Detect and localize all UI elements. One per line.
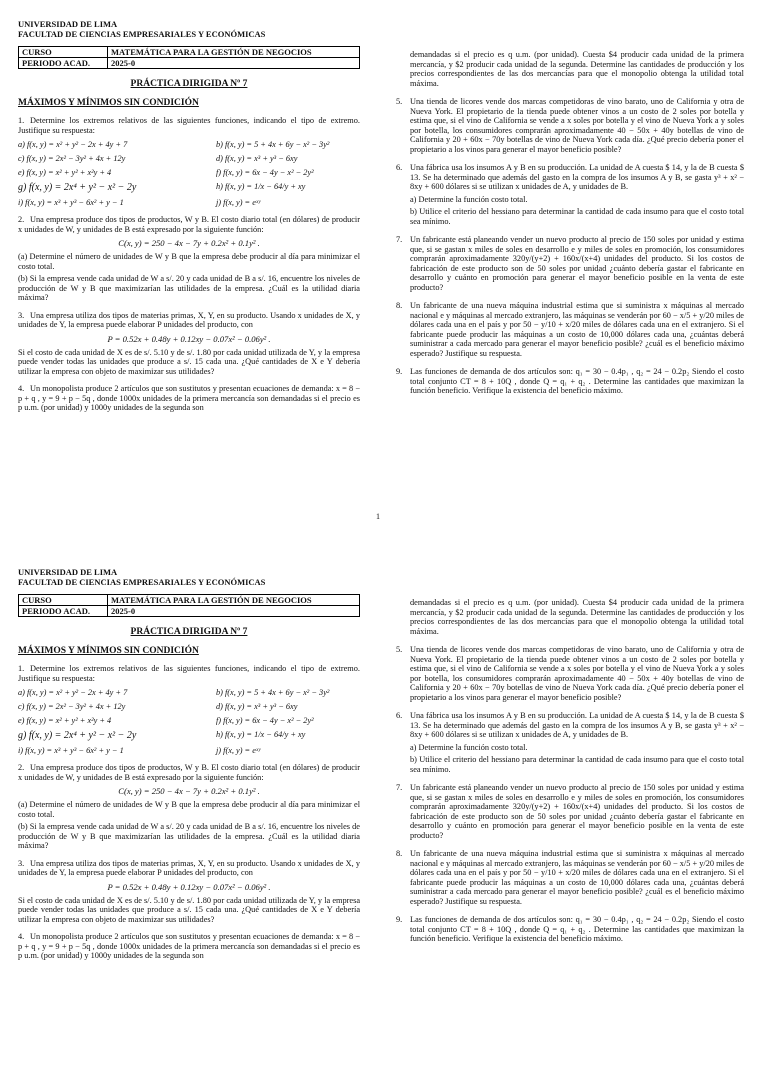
question-text: Determine los extremos relativos de las siguientes funciones, indicando el tipo de extremo. Justifique su respuesta: xyxy=(18,664,360,683)
period-value: 2025-0 xyxy=(108,58,360,69)
function-item: e) f(x, y) = x² + y² + x²y + 4 xyxy=(18,168,112,177)
question-6 xyxy=(396,163,744,192)
header-block xyxy=(18,568,360,587)
question-8 xyxy=(396,301,744,358)
subquestion: (a) Determine el número de unidades de W y B que la empresa debe producir al día para minimizar el costo total. xyxy=(18,252,360,271)
question-text: Determine los extremos relativos de las siguientes funciones, indicando el tipo de extremo. Justifique su respuesta: xyxy=(18,116,360,135)
function-item: g) f(x, y) = 2x⁴ + y² − x² − 2y xyxy=(18,730,137,741)
question-4 xyxy=(18,932,360,961)
course-label: CURSO xyxy=(19,47,108,58)
question-text: Una fábrica usa los insumos A y B en su producción. La unidad de A cuesta $ 14, y la de B cuesta $ 13. Se ha determinado que además del gasto en la compra de los insumos A y B, se gasta y³ + x² − 8xy + 600 dólares si se utilizan x unidades de A, y unidades de B. xyxy=(410,163,744,191)
function-item: d) f(x, y) = x³ + y³ − 6xy xyxy=(216,702,298,711)
question-number: 6. xyxy=(396,163,403,172)
function-item: b) f(x, y) = 5 + 4x + 6y − x² − 3y² xyxy=(216,140,330,149)
question-text: Un monopolista produce 2 artículos que son sustitutos y presentan ecuaciones de demanda: x = 8 − p + q , y = 9 + p − 5q , donde 1000x unidades de la primera mercancía son demandadas si el precio es p u.m. (por unidad) y 1000y unidades de la segunda son xyxy=(18,932,360,960)
page-sheet-2 xyxy=(0,548,768,1068)
course-table xyxy=(18,46,360,69)
function-item: e) f(x, y) = x² + y² + x²y + 4 xyxy=(18,716,112,725)
subquestion: b) Utilice el criterio del hessiano para determinar la cantidad de cada insumo para que el costo total sea mínimo. xyxy=(410,207,744,226)
question-number: 5. xyxy=(396,97,403,106)
section-title: MÁXIMOS Y MÍNIMOS SIN CONDICIÓN xyxy=(18,646,199,656)
question-5 xyxy=(396,97,744,154)
equation: C(x, y) = 250 − 4x − 7y + 0.2x² + 0.1y² . xyxy=(118,786,260,796)
function-item: b) f(x, y) = 5 + 4x + 6y − x² − 3y² xyxy=(216,688,330,697)
function-item: a) f(x, y) = x² + y² − 2x + 4y + 7 xyxy=(18,140,128,149)
question-number: 1. xyxy=(18,664,25,673)
question-text: Un fabricante de una nueva máquina industrial estima que si suministra x máquinas al mercado nacional e y máquinas al mercado extranjero, las máquinas se venderán por 60 − x/5 + y/20 miles de dólares cada una en el país y por 50 − y/10 + x/20 miles de dólares cada una en el extranjero. Si el fabricante puede producir las máquinas a un costo de 10,000 dólares cada una, ¿cuántas deberá suministrar a cada mercado para generar el mayor beneficio posible? ¿cuál es el beneficio máximo esperado? Justifique su respuesta. xyxy=(410,849,744,906)
function-item: f) f(x, y) = 6x − 4y − x² − 2y² xyxy=(216,716,314,725)
question-number: 4. xyxy=(18,932,25,941)
question-text: Una tienda de licores vende dos marcas competidoras de vino barato, uno de California y otra de Nueva York. El propietario de la tienda puede obtener vinos a un costo de 2 soles por botella y estima que, si el vino de California se vende a x soles por botella y el vino de Nueva York a y soles por botella, los consumidores comprarán aproximadamente 40 − 50x + 40y botellas de vino de California y 20 + 60x − 70y botellas de vino de Nueva York cada día. ¿Qué precio debería poner el propietario a los vinos para generar el mayor beneficio posible? xyxy=(410,645,744,702)
function-item: h) f(x, y) = 1/x − 64/y + xy xyxy=(216,730,306,739)
question-3 xyxy=(18,859,360,878)
course-table xyxy=(18,594,360,617)
question-7 xyxy=(396,235,744,292)
function-item: j) f(x, y) = eˣʸ xyxy=(216,198,261,207)
subquestion: (b) Si la empresa vende cada unidad de W a s/. 20 y cada unidad de B a s/. 16, encuentre los niveles de producción de W y B que maximizarían las utilidades de la empresa. ¿Cuál es la utilidad diaria máxima? xyxy=(18,274,360,302)
function-item: g) f(x, y) = 2x⁴ + y² − x² − 2y xyxy=(18,182,137,193)
question-text: Las funciones de demanda de dos artículos son: q₁ = 30 − 0.4p₁ , q₂ = 24 − 0.2p₂ Siendo el costo total conjunto CT = 8 + 10Q , donde Q = q₁ + q₂ . Determine las cantidades que maximizan la función beneficio. Verifique la existencia del beneficio máximo. xyxy=(410,367,744,395)
left-column xyxy=(18,548,360,961)
question-number: 2. xyxy=(18,215,25,224)
question-text: Una empresa utiliza dos tipos de materias primas, X, Y, en su producto. Usando x unidades de X, y unidades de Y, la empresa puede elaborar P unidades del producto, con xyxy=(18,310,360,329)
faculty-name: FACULTAD DE CIENCIAS EMPRESARIALES Y ECONÓMICAS xyxy=(18,576,266,587)
subquestion: a) Determine la función costo total. xyxy=(410,742,528,752)
question-number: 6. xyxy=(396,711,403,720)
question-number: 5. xyxy=(396,645,403,654)
question-3 xyxy=(18,311,360,330)
question-2 xyxy=(18,763,360,782)
function-item: a) f(x, y) = x² + y² − 2x + 4y + 7 xyxy=(18,688,128,697)
course-value: MATEMÁTICA PARA LA GESTIÓN DE NEGOCIOS xyxy=(108,47,360,58)
function-item: f) f(x, y) = 6x − 4y − x² − 2y² xyxy=(216,168,314,177)
subquestion: (a) Determine el número de unidades de W y B que la empresa debe producir al día para minimizar el costo total. xyxy=(18,800,360,819)
question-text: Las funciones de demanda de dos artículos son: q₁ = 30 − 0.4p₁ , q₂ = 24 − 0.2p₂ Siendo el costo total conjunto CT = 8 + 10Q , donde Q = q₁ + q₂ . Determine las cantidades que maximizan la función beneficio. Verifique la existencia del beneficio máximo. xyxy=(410,915,744,943)
question-text: Una tienda de licores vende dos marcas competidoras de vino barato, uno de California y otra de Nueva York. El propietario de la tienda puede obtener vinos a un costo de 2 soles por botella y estima que, si el vino de California se vende a x soles por botella y el vino de Nueva York a y soles por botella, los consumidores comprarán aproximadamente 40 − 50x + 40y botellas de vino de California y 20 + 60x − 70y botellas de vino de Nueva York cada día. ¿Qué precio debería poner el propietario a los vinos para generar el mayor beneficio posible? xyxy=(410,97,744,154)
question-number: 7. xyxy=(396,235,403,244)
question-1 xyxy=(18,664,360,683)
equation: C(x, y) = 250 − 4x − 7y + 0.2x² + 0.1y² . xyxy=(118,238,260,248)
equation: P = 0.52x + 0.48y + 0.12xy − 0.07x² − 0.06y² . xyxy=(107,333,271,344)
function-item: d) f(x, y) = x³ + y³ − 6xy xyxy=(216,154,298,163)
equation: P = 0.52x + 0.48y + 0.12xy − 0.07x² − 0.06y² . xyxy=(107,881,271,892)
question-2 xyxy=(18,215,360,234)
question-text: Si el costo de cada unidad de X es de s/. 5.10 y de s/. 1.80 por cada unidad utilizada de Y, y la empresa puede vender todas las unidades que produce a s/. 15 cada una. ¿Qué cantidades de X e Y debería utilizar la empresa con objeto de maximizar sus utilidades? xyxy=(18,895,360,924)
question-4-continued: demandadas si el precio es q u.m. (por unidad). Cuesta $4 producir cada unidad de la primera mercancía, y $2 producir cada unidad de la segunda. Determine las cantidades de producción y los precios correspondientes de las dos mercancías para que el monopolio obtenga la utilidad total máxima. xyxy=(410,50,744,88)
university-name: UNIVERSIDAD DE LIMA xyxy=(18,567,118,577)
question-number: 9. xyxy=(396,367,403,376)
question-text: Una fábrica usa los insumos A y B en su producción. La unidad de A cuesta $ 14, y la de B cuesta $ 13. Se ha determinado que además del gasto en la compra de los insumos A y B, se gasta y³ + x² − 8xy + 600 dólares si se utilizan x unidades de A, y unidades de B. xyxy=(410,711,744,739)
question-number: 8. xyxy=(396,301,403,310)
page-number: 1 xyxy=(376,512,380,521)
question-text: Una empresa utiliza dos tipos de materias primas, X, Y, en su producto. Usando x unidades de X, y unidades de Y, la empresa puede elaborar P unidades del producto, con xyxy=(18,858,360,877)
period-label: PERIODO ACAD. xyxy=(19,606,108,617)
function-item: h) f(x, y) = 1/x − 64/y + xy xyxy=(216,182,306,191)
page-title: PRÁCTICA DIRIGIDA Nº 7 xyxy=(130,79,248,89)
subquestion: a) Determine la función costo total. xyxy=(410,194,528,204)
period-label: PERIODO ACAD. xyxy=(19,58,108,69)
question-number: 2. xyxy=(18,763,25,772)
question-text: Si el costo de cada unidad de X es de s/. 5.10 y de s/. 1.80 por cada unidad utilizada de Y, y la empresa puede vender todas las unidades que produce a s/. 15 cada una. ¿Qué cantidades de X e Y debería utilizar la empresa con objeto de maximizar sus utilidades? xyxy=(18,347,360,376)
question-5 xyxy=(396,645,744,702)
header-block xyxy=(18,20,360,39)
question-6 xyxy=(396,711,744,740)
question-text: Un fabricante de una nueva máquina industrial estima que si suministra x máquinas al mercado nacional e y máquinas al mercado extranjero, las máquinas se venderán por 60 − x/5 + y/20 miles de dólares cada una en el país y por 50 − y/10 + x/20 miles de dólares cada una en el extranjero. Si el fabricante puede producir las máquinas a un costo de 10,000 dólares cada una, ¿cuántas deberá suministrar a cada mercado para generar el mayor beneficio posible? ¿cuál es el beneficio máximo esperado? Justifique su respuesta. xyxy=(410,301,744,358)
page-sheet-1 xyxy=(0,0,768,520)
subquestion: b) Utilice el criterio del hessiano para determinar la cantidad de cada insumo para que el costo total sea mínimo. xyxy=(410,755,744,774)
function-item: c) f(x, y) = 2x² − 3y² + 4x + 12y xyxy=(18,154,126,163)
question-9 xyxy=(396,915,744,944)
period-value: 2025-0 xyxy=(108,606,360,617)
question-number: 7. xyxy=(396,783,403,792)
right-column xyxy=(396,0,744,396)
function-list xyxy=(18,140,360,207)
university-name: UNIVERSIDAD DE LIMA xyxy=(18,19,118,29)
question-text: Un monopolista produce 2 artículos que son sustitutos y presentan ecuaciones de demanda: x = 8 − p + q , y = 9 + p − 5q , donde 1000x unidades de la primera mercancía son demandadas si el precio es p u.m. (por unidad) y 1000y unidades de la segunda son xyxy=(18,384,360,412)
question-number: 1. xyxy=(18,116,25,125)
left-column xyxy=(18,0,360,413)
function-item: j) f(x, y) = eˣʸ xyxy=(216,746,261,755)
subquestion: (b) Si la empresa vende cada unidad de W a s/. 20 y cada unidad de B a s/. 16, encuentre los niveles de producción de W y B que maximizarían las utilidades de la empresa. ¿Cuál es la utilidad diaria máxima? xyxy=(18,822,360,850)
course-value: MATEMÁTICA PARA LA GESTIÓN DE NEGOCIOS xyxy=(108,595,360,606)
question-text: Una empresa produce dos tipos de productos, W y B. El costo diario total (en dólares) de producir x unidades de W, y unidades de B está expresado por la siguiente función: xyxy=(18,763,360,782)
question-4-continued: demandadas si el precio es q u.m. (por unidad). Cuesta $4 producir cada unidad de la primera mercancía, y $2 producir cada unidad de la segunda. Determine las cantidades de producción y los precios correspondientes de las dos mercancías para que el monopolio obtenga la utilidad total máxima. xyxy=(410,598,744,636)
function-item: c) f(x, y) = 2x² − 3y² + 4x + 12y xyxy=(18,702,126,711)
question-number: 3. xyxy=(18,310,25,320)
page-title: PRÁCTICA DIRIGIDA Nº 7 xyxy=(130,627,248,637)
question-text: Un fabricante está planeando vender un nuevo producto al precio de 150 soles por unidad y estima que, si se gastan x miles de soles en desarrollo e y miles de soles en promoción, los consumidores comprarán aproximadamente 320y/(y+2) + 160x/(x+4) unidades del producto. Si los costos de fabricación de este producto son de 50 soles por unidad ¿cuánto debería gastar el fabricante en desarrollo y cuánto en promoción para generar el mayor beneficio posible en la venta de este producto? xyxy=(410,235,744,292)
question-1 xyxy=(18,116,360,135)
function-list xyxy=(18,688,360,755)
question-number: 4. xyxy=(18,384,25,393)
question-7 xyxy=(396,783,744,840)
question-text: Un fabricante está planeando vender un nuevo producto al precio de 150 soles por unidad y estima que, si se gastan x miles de soles en desarrollo e y miles de soles en promoción, los consumidores comprarán aproximadamente 320y/(y+2) + 160x/(x+4) unidades del producto. Si los costos de fabricación de este producto son de 50 soles por unidad ¿cuánto debería gastar el fabricante en desarrollo y cuánto en promoción para generar el mayor beneficio posible en la venta de este producto? xyxy=(410,783,744,840)
course-label: CURSO xyxy=(19,595,108,606)
question-number: 8. xyxy=(396,849,403,858)
question-8 xyxy=(396,849,744,906)
question-text: Una empresa produce dos tipos de productos, W y B. El costo diario total (en dólares) de producir x unidades de W, y unidades de B está expresado por la siguiente función: xyxy=(18,215,360,234)
question-9 xyxy=(396,367,744,396)
question-number: 3. xyxy=(18,858,25,868)
question-number: 9. xyxy=(396,915,403,924)
section-title: MÁXIMOS Y MÍNIMOS SIN CONDICIÓN xyxy=(18,98,199,108)
faculty-name: FACULTAD DE CIENCIAS EMPRESARIALES Y ECONÓMICAS xyxy=(18,28,266,39)
right-column xyxy=(396,548,744,944)
question-4 xyxy=(18,384,360,413)
function-item: i) f(x, y) = x³ + y³ − 6x² + y − 1 xyxy=(18,198,124,207)
function-item: i) f(x, y) = x³ + y³ − 6x² + y − 1 xyxy=(18,746,124,755)
